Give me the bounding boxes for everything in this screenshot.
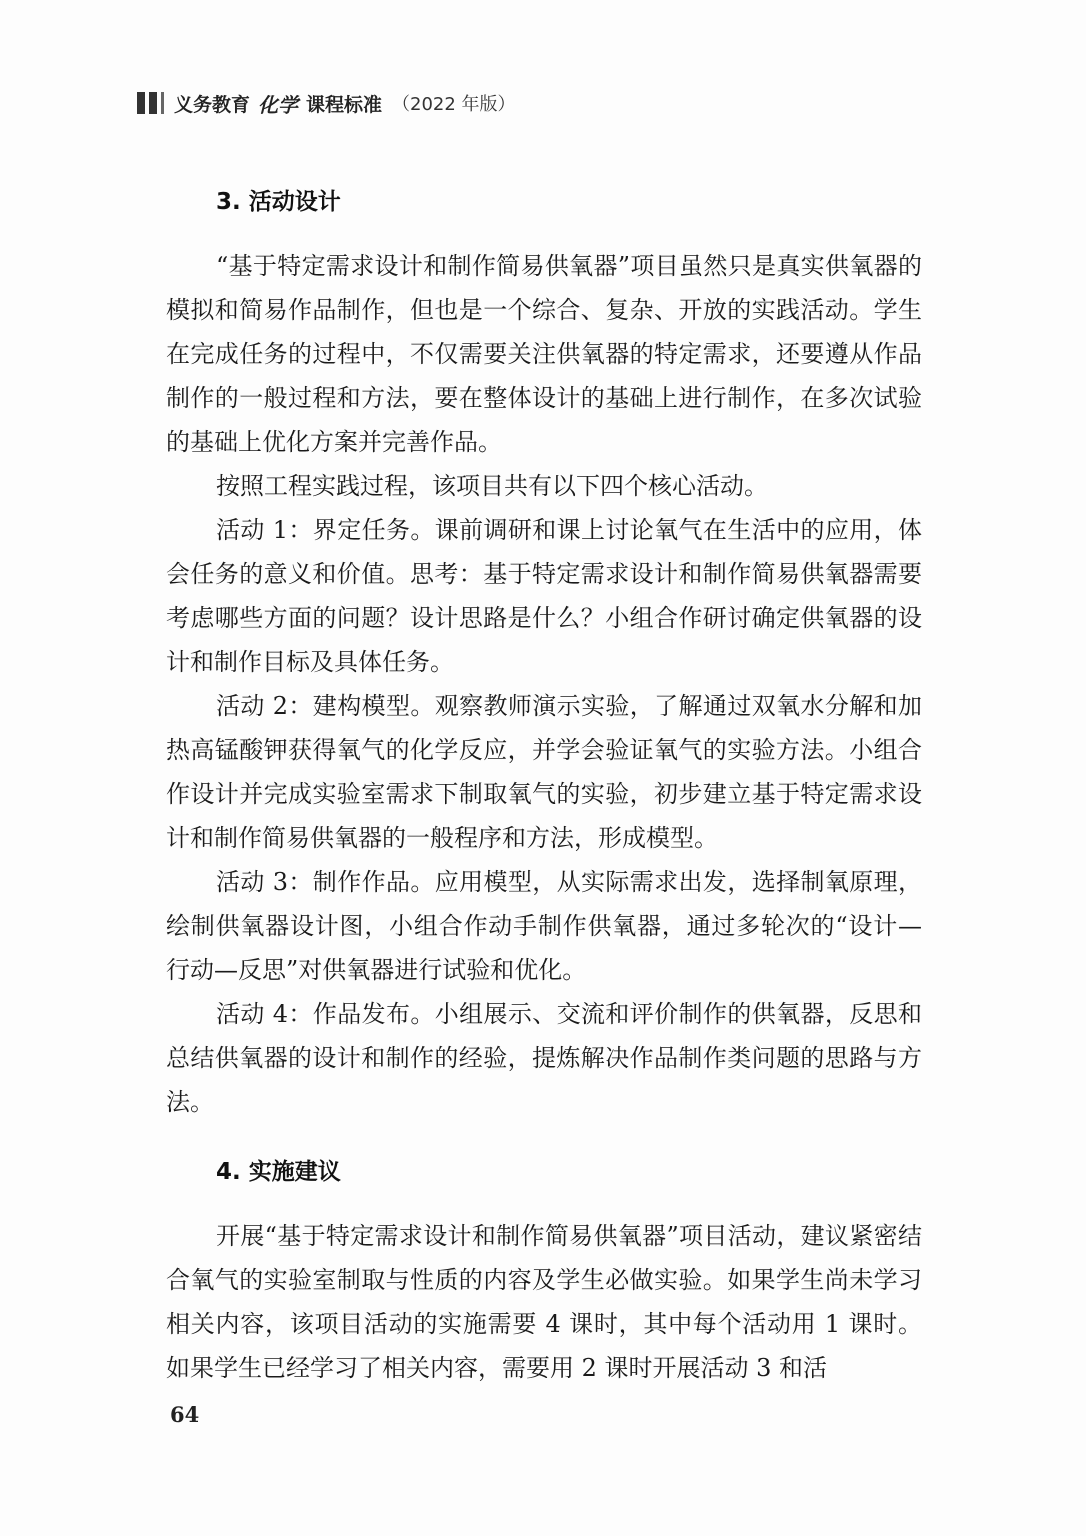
header-bar-mark-thin — [161, 92, 164, 114]
paragraph-activity-4: 活动 4：作品发布。小组展示、交流和评价制作的供氧器，反思和总结供氧器的设计和制作的经验，提炼解决作品制作类问题的思路与方法。 — [166, 1000, 922, 1116]
paragraph-implementation: 开展“基于特定需求设计和制作简易供氧器”项目活动，建议紧密结合氧气的实验室制取与性质的内容及学生必做实验。如果学生尚未学习相关内容，该项目活动的实施需要 4 课时，其中每个活动用 1 课时。如果学生已经学习了相关内容，需要用 2 课时开展活动 3 和活 — [166, 1222, 922, 1382]
paragraph-activity-3: 活动 3：制作作品。应用模型，从实际需求出发，选择制氧原理，绘制供氧器设计图，小组合作动手制作供氧器，通过多轮次的“设计—行动—反思”对供氧器进行试验和优化。 — [166, 868, 922, 984]
header-subject: 化学 — [258, 92, 299, 117]
section-heading-implementation: 4. 实施建议 — [216, 1159, 341, 1185]
paragraph-intro: “基于特定需求设计和制作简易供氧器”项目虽然只是真实供氧器的模拟和简易作品制作，但也是一个综合、复杂、开放的实践活动。学生在完成任务的过程中，不仅需要关注供氧器的特定需求，还要遵从作品制作的一般过程和方法，要在整体设计的基础上进行制作，在多次试验的基础上优化方案并完善作品。 — [166, 252, 922, 456]
paragraph-activity-2: 活动 2：建构模型。观察教师演示实验，了解通过双氧水分解和加热高锰酸钾获得氧气的化学反应，并学会验证氧气的实验方法。小组合作设计并完成实验室需求下制取氧气的实验，初步建立基于特定需求设计和制作简易供氧器的一般程序和方法，形成模型。 — [166, 692, 922, 852]
header-bar-mark-thick — [149, 92, 157, 114]
paragraph-activity-1: 活动 1：界定任务。课前调研和课上讨论氧气在生活中的应用，体会任务的意义和价值。思考：基于特定需求设计和制作简易供氧器需要考虑哪些方面的问题？设计思路是什么？小组合作研讨确定供氧器的设计和制作目标及具体任务。 — [166, 516, 922, 676]
running-header — [137, 88, 516, 118]
page-number: 64 — [170, 1402, 200, 1427]
body-text — [166, 182, 922, 1390]
header-title: 课程标准 — [306, 93, 383, 116]
paragraph-core-activities: 按照工程实践过程，该项目共有以下四个核心活动。 — [216, 472, 768, 500]
section-heading-activity-design: 3. 活动设计 — [216, 189, 341, 215]
header-edition: （2022 年版） — [392, 94, 516, 115]
header-bar-marks — [137, 92, 164, 114]
header-series: 义务教育 — [174, 93, 251, 116]
header-bar-mark-thick — [137, 92, 145, 114]
